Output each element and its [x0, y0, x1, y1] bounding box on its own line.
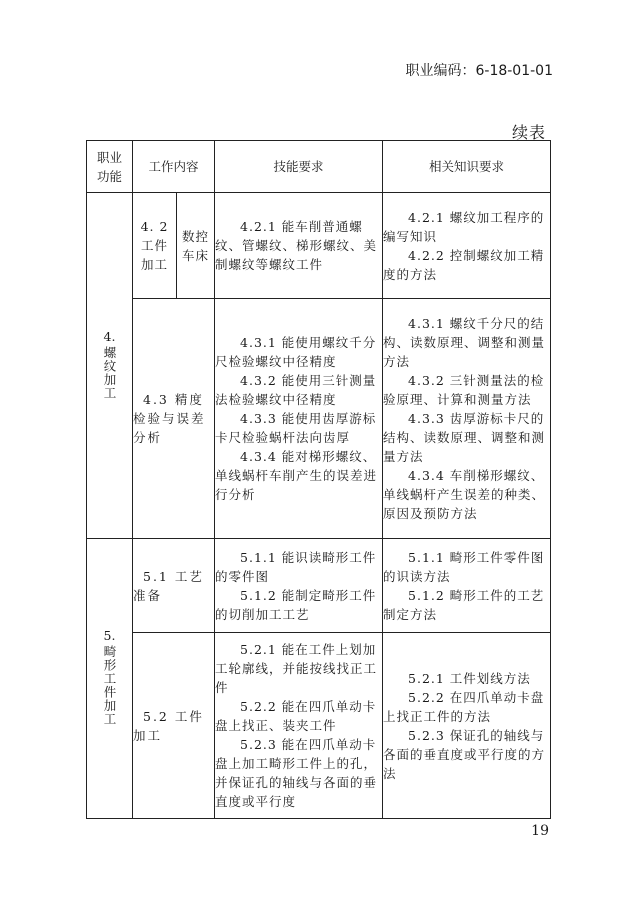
work-line: 工件 — [140, 238, 168, 253]
work-line: 加工 — [133, 727, 163, 743]
table-row — [87, 633, 551, 819]
knowledge-cell — [383, 539, 551, 633]
skill-item: 5.2.3 能在四爪单动卡盘上加工畸形工件上的孔，并保证孔的轴线与各面的垂直度或平行度 — [215, 737, 378, 809]
work-line: 5.1 工艺 — [143, 568, 204, 584]
table-row — [87, 299, 551, 539]
knowledge-item: 4.2.1 螺纹加工程序的编写知识 — [383, 209, 545, 244]
skills-table — [86, 140, 550, 818]
function-5-cell — [87, 539, 133, 819]
skill-item: 4.2.1 能车削普通螺纹、管螺纹、梯形螺纹、美制螺纹等螺纹工件 — [215, 219, 378, 272]
function-4-cell — [87, 193, 133, 539]
work-line: 4.3 精度 — [143, 392, 204, 407]
skill-item: 4.3.1 能使用螺纹千分尺检验螺纹中径精度 — [215, 335, 377, 369]
continued-label: 续表 — [511, 123, 546, 142]
function-name: 畸形工件加工 — [102, 645, 117, 726]
knowledge-cell — [383, 633, 551, 819]
header-function — [87, 141, 133, 193]
knowledge-item: 5.1.1 畸形工件零件图的识读方法 — [383, 549, 545, 584]
page-number: 19 — [531, 823, 549, 839]
table-header-row — [87, 141, 551, 193]
skill-cell — [215, 633, 383, 819]
knowledge-cell — [383, 193, 551, 299]
work-line: 4. 2 — [140, 219, 169, 234]
work-line: 分析 — [133, 430, 163, 445]
work-line: 准备 — [133, 587, 163, 603]
header-function-line: 功能 — [96, 168, 122, 184]
knowledge-cell — [383, 299, 551, 539]
skill-item: 5.2.2 能在四爪单动卡盘上找正、装夹工件 — [215, 699, 377, 733]
header-knowledge: 相关知识要求 — [383, 141, 551, 193]
knowledge-item: 5.2.3 保证孔的轴线与各面的垂直度或平行度的方法 — [383, 727, 546, 781]
knowledge-item: 5.1.2 畸形工件的工艺制定方法 — [383, 587, 545, 622]
knowledge-item: 5.2.2 在四爪单动卡盘上找正工件的方法 — [383, 689, 545, 724]
knowledge-item: 5.2.1 工件划线方法 — [408, 670, 531, 686]
function-number: 4. — [103, 328, 116, 344]
skill-item: 4.3.4 能对梯形螺纹、单线蜗杆车削产生的误差进行分析 — [215, 449, 378, 502]
knowledge-item: 4.3.4 车削梯形螺纹、单线蜗杆产生误差的种类、原因及预防方法 — [383, 468, 546, 521]
work-line: 车床 — [182, 247, 210, 263]
skill-item: 5.1.2 能制定畸形工件的切削加工工艺 — [215, 587, 377, 622]
knowledge-item: 4.3.1 螺纹千分尺的结构、读数原理、调整和测量方法 — [383, 316, 546, 369]
skill-item: 4.3.2 能使用三针测量法检验螺纹中径精度 — [215, 373, 377, 407]
skill-item: 5.2.1 能在工件上划加工轮廓线，并能按线找正工件 — [215, 642, 378, 695]
function-number: 5. — [103, 628, 116, 643]
work-content — [133, 539, 215, 633]
work-content — [133, 299, 215, 539]
skill-item: 5.1.1 能识读畸形工件的零件图 — [215, 549, 377, 584]
header-work: 工作内容 — [133, 141, 215, 193]
knowledge-item: 4.3.2 三针测量法的检验原理、计算和测量方法 — [383, 373, 545, 407]
header-function-line: 职业 — [96, 149, 122, 165]
skill-item: 4.3.3 能使用齿厚游标卡尺检验蜗杆法向齿厚 — [215, 411, 377, 445]
work-line: 数控 — [182, 228, 210, 244]
skill-cell — [215, 193, 383, 299]
work-content — [133, 633, 215, 819]
work-line: 加工 — [140, 257, 168, 272]
work-line: 检验与误差 — [133, 411, 206, 426]
work-content — [133, 193, 177, 299]
function-name: 螺纹加工 — [102, 345, 117, 400]
knowledge-item: 4.3.3 齿厚游标卡尺的结构、读数原理、调整和测量方法 — [383, 411, 546, 464]
table-row — [87, 193, 551, 299]
occupation-code: 职业编码：6-18-01-01 — [405, 63, 553, 79]
work-subcontent — [177, 193, 215, 299]
skill-cell — [215, 299, 383, 539]
skill-cell — [215, 539, 383, 633]
table-row — [87, 539, 551, 633]
work-line: 5.2 工件 — [143, 708, 204, 724]
knowledge-item: 4.2.2 控制螺纹加工精度的方法 — [383, 247, 545, 282]
header-skill: 技能要求 — [215, 141, 383, 193]
